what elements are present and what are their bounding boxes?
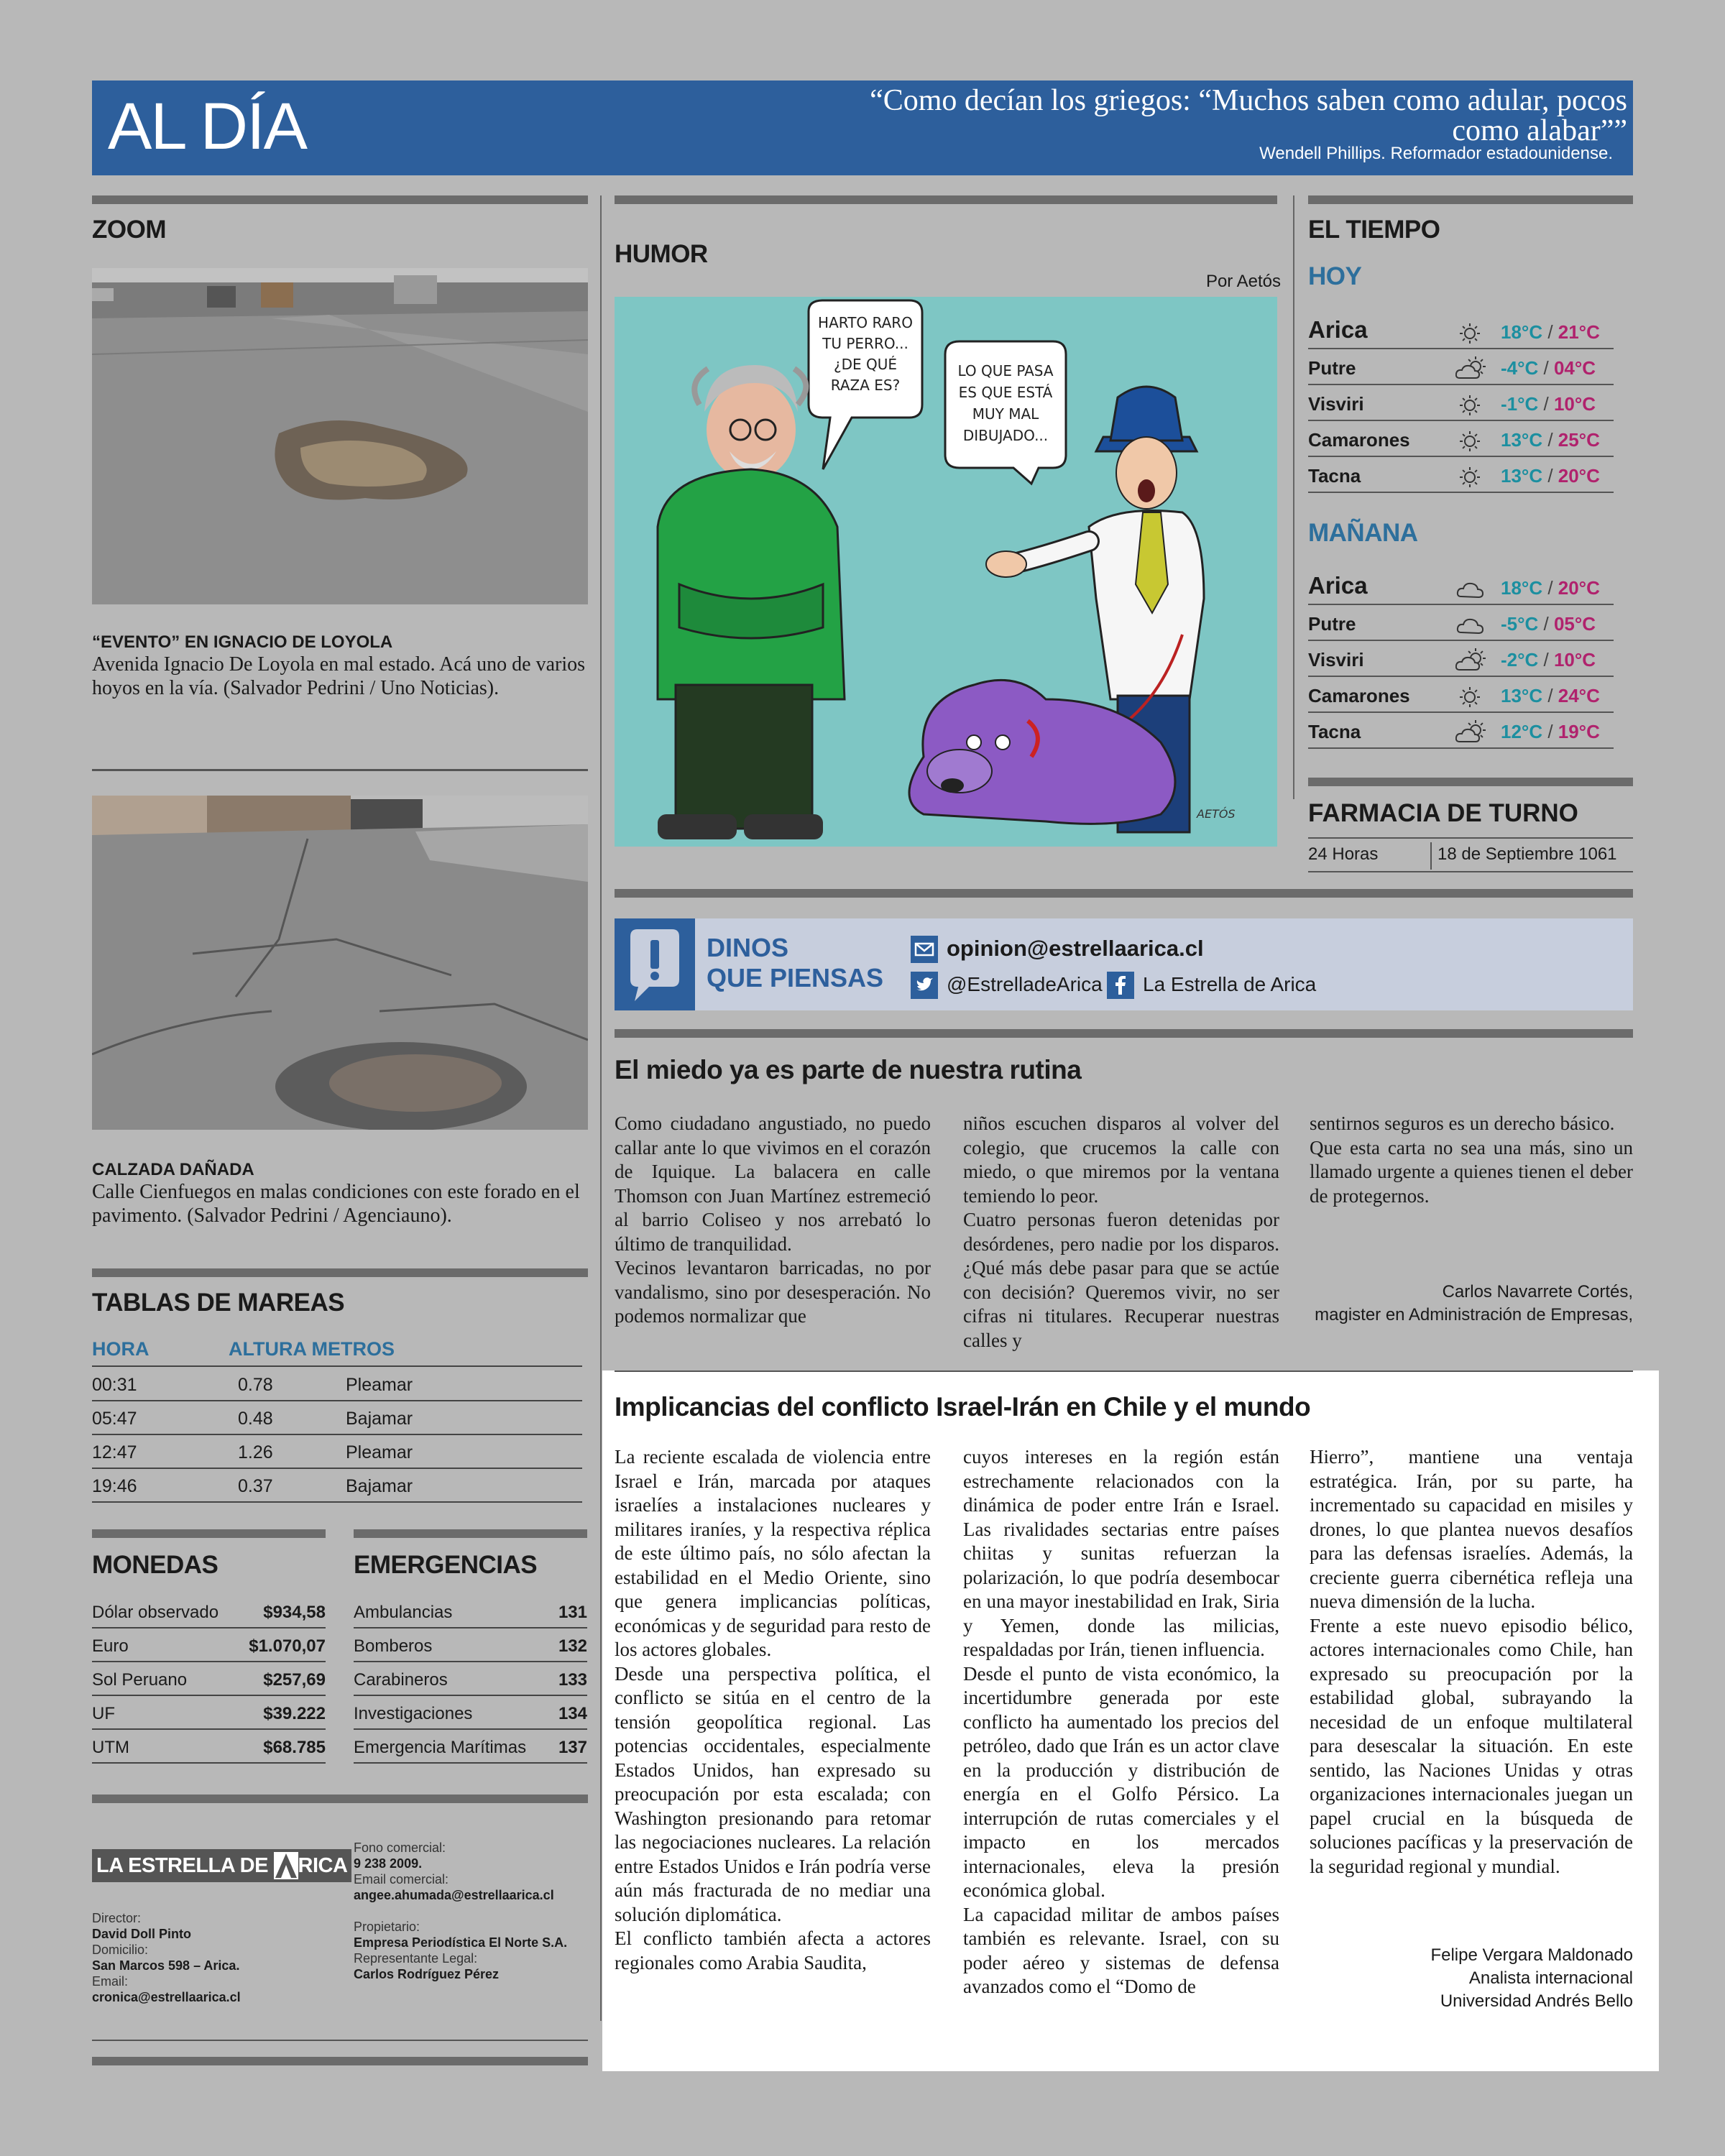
header-banner bbox=[92, 80, 1633, 175]
email-value[interactable]: cronica@estrellaarica.cl bbox=[92, 1990, 241, 2004]
tide-time: 12:47 bbox=[92, 1442, 137, 1462]
sun-icon bbox=[1455, 319, 1487, 345]
weather-temp bbox=[1501, 429, 1600, 451]
weather-row-arica bbox=[1308, 563, 1614, 605]
weather-city: Camarones bbox=[1308, 429, 1410, 451]
pharmacy-divider bbox=[1308, 837, 1633, 839]
letter2-panel bbox=[602, 1370, 1659, 2071]
weather-row-camarones bbox=[1308, 420, 1614, 457]
letter1-paragraph: sentirnos seguros es un derecho básico. bbox=[1310, 1112, 1615, 1134]
tide-type: Pleamar bbox=[346, 1442, 413, 1462]
dinos-facebook[interactable]: La Estrella de Arica bbox=[1143, 973, 1317, 995]
tide-time: 19:46 bbox=[92, 1476, 137, 1496]
dinos-email[interactable]: opinion@estrellaarica.cl bbox=[947, 936, 1204, 961]
temp-min: 13°C bbox=[1501, 685, 1543, 706]
temp-max: 19°C bbox=[1558, 721, 1600, 742]
emergency-row-value: 137 bbox=[558, 1738, 587, 1757]
letter2-title: Implicancias del conflicto Israel-Irán en Chile y el mundo bbox=[615, 1392, 1311, 1422]
letter1-paragraph: Que esta carta no sea una más, sino un llamado urgente a quienes tienen el deber de protegernos. bbox=[1310, 1136, 1633, 1207]
cloud-icon bbox=[1455, 611, 1487, 637]
letter2-author: Felipe Vergara Maldonado bbox=[1430, 1945, 1633, 1965]
letter2-role2: Universidad Andrés Bello bbox=[1440, 1991, 1633, 2011]
tides-top-bar bbox=[92, 1268, 588, 1277]
tide-height: 0.37 bbox=[238, 1476, 273, 1496]
tide-type: Pleamar bbox=[346, 1375, 413, 1395]
dinos-top-bar bbox=[615, 889, 1633, 898]
pharmacy-rule bbox=[1430, 842, 1432, 870]
partly-cloudy-icon bbox=[1455, 647, 1487, 673]
tides-col-height: ALTURA METROS bbox=[229, 1338, 395, 1360]
emergencies-top-bar bbox=[354, 1529, 587, 1538]
director-label: Director: bbox=[92, 1911, 142, 1925]
emergency-row-label: Bomberos bbox=[354, 1636, 433, 1656]
facebook-icon bbox=[1107, 972, 1134, 999]
weather-city: Camarones bbox=[1308, 685, 1410, 706]
legal-value: Carlos Rodríguez Pérez bbox=[354, 1967, 500, 1981]
letter2-paragraph: El conflicto también afecta a actores regionales como Arabia Saudita, bbox=[615, 1927, 931, 1973]
emergency-row-label: Ambulancias bbox=[354, 1603, 453, 1622]
zoom-caption-1-head: “EVENTO” EN IGNACIO DE LOYOLA bbox=[92, 632, 393, 652]
bubble-2-text bbox=[945, 360, 1066, 446]
currency-row bbox=[92, 1729, 326, 1764]
address-label: Domicilio: bbox=[92, 1943, 149, 1957]
temp-separator: / bbox=[1538, 649, 1554, 671]
currency-row bbox=[92, 1594, 326, 1628]
weather-temp bbox=[1501, 577, 1600, 599]
temp-separator: / bbox=[1538, 393, 1554, 415]
bubble-1-line: ¿DE QUÉ bbox=[833, 356, 898, 373]
weather-temp bbox=[1501, 393, 1596, 415]
page-bottom-bar bbox=[92, 2057, 588, 2065]
letter2-paragraph: cuyos intereses en la región están estrechamente relacionados con la dinámica de poder entre Irán e Israel. Las rivalidades sectarias entre países chiitas y sunitas refuerzan la polarización, lo que podría desembocar en una mayor inestabilidad en Irak, Siria y Yemen, donde las milicias, respaldadas por Irán, tienen influencia. bbox=[963, 1446, 1279, 1660]
weather-temp bbox=[1501, 721, 1600, 743]
weather-tomorrow-label: MAÑANA bbox=[1308, 519, 1418, 547]
newspaper-logo bbox=[92, 1849, 351, 1882]
currency-row-value: $68.785 bbox=[263, 1738, 326, 1757]
letter2-top-rule bbox=[615, 1370, 1633, 1372]
letter1-col3 bbox=[1310, 1112, 1633, 1208]
temp-min: -1°C bbox=[1501, 393, 1539, 415]
weather-title: EL TIEMPO bbox=[1308, 216, 1440, 244]
letter2-col3 bbox=[1310, 1445, 1633, 1879]
column-divider-right bbox=[1293, 195, 1294, 799]
letter2-col2 bbox=[963, 1445, 1279, 1999]
currency-row-value: $1.070,07 bbox=[249, 1636, 326, 1656]
dinos-banner bbox=[615, 918, 1633, 1010]
weather-row-visviri bbox=[1308, 384, 1614, 421]
tides-title: TABLAS DE MAREAS bbox=[92, 1289, 345, 1317]
owner-label: Propietario: bbox=[354, 1920, 420, 1934]
bubble-1-line: RAZA ES? bbox=[830, 377, 901, 394]
weather-city: Tacna bbox=[1308, 721, 1361, 742]
phone-value: 9 238 2009. bbox=[354, 1856, 423, 1871]
zoom-caption-1 bbox=[92, 632, 588, 700]
pharmacy-top-bar bbox=[1308, 778, 1633, 786]
emergency-row-label: Carabineros bbox=[354, 1670, 448, 1690]
currency-row bbox=[92, 1695, 326, 1730]
temp-separator: / bbox=[1538, 613, 1554, 635]
temp-max: 20°C bbox=[1558, 465, 1600, 487]
currency-row bbox=[92, 1662, 326, 1696]
road-photo-1-icon bbox=[92, 268, 588, 604]
cartoon-signature: AETÓS bbox=[1197, 807, 1236, 821]
temp-max: 25°C bbox=[1558, 429, 1600, 451]
weather-temp bbox=[1501, 613, 1596, 635]
temp-max: 04°C bbox=[1553, 357, 1596, 379]
letter2-paragraph: Frente a este nuevo episodio bélico, actores internacionales como Chile, han expresado su preocupación por la estabilidad global, subrayando la necesidad de un enfoque multilateral para desescalar la situación. En este sentido, las Naciones Unidas y otras organizaciones internacionales juegan un papel crucial en la búsqueda de soluciones pacíficas y la preservación de la seguridad regional y mundial. bbox=[1310, 1614, 1633, 1877]
bubble-2-line: LO QUE PASA bbox=[957, 362, 1054, 379]
emergency-row bbox=[354, 1662, 587, 1696]
currency-row-value: $257,69 bbox=[263, 1670, 326, 1690]
emergency-row-value: 132 bbox=[558, 1636, 587, 1656]
temp-min: -5°C bbox=[1501, 613, 1539, 635]
weather-top-bar bbox=[1308, 195, 1633, 204]
emergency-row-label: Investigaciones bbox=[354, 1704, 473, 1723]
masthead-left bbox=[92, 1910, 336, 2005]
currency-row-value: $39.222 bbox=[263, 1704, 326, 1723]
letter2-paragraph: La capacidad militar de ambos países también es relevante. Israel, con su poder aéreo y sistemas de defensa avanzados como el “Domo de bbox=[963, 1903, 1279, 1997]
pharmacy-title: FARMACIA DE TURNO bbox=[1308, 799, 1578, 827]
emergency-row-value: 134 bbox=[558, 1704, 587, 1723]
tide-row bbox=[92, 1434, 582, 1469]
director-name: David Doll Pinto bbox=[92, 1927, 192, 1941]
header-quote-author: Wendell Phillips. Reformador estadounidense. bbox=[1259, 144, 1613, 163]
currency-row-label: UF bbox=[92, 1704, 115, 1723]
weather-row-putre bbox=[1308, 604, 1614, 641]
emergency-row bbox=[354, 1729, 587, 1764]
temp-separator: / bbox=[1542, 721, 1558, 742]
tide-height: 1.26 bbox=[238, 1442, 273, 1462]
weather-city: Putre bbox=[1308, 613, 1356, 635]
weather-city: Putre bbox=[1308, 357, 1356, 379]
letter2-col1 bbox=[615, 1445, 931, 1975]
letter1-paragraph: Como ciudadano angustiado, no puedo callar ante lo que vivimos en el corazón de Iquique. La balacera en calle Thomson con Juan Martínez estremeció al barrio Coliseo y nos arrebató lo último de tranquilidad. bbox=[615, 1112, 931, 1255]
bubble-2-line: DIBUJADO... bbox=[962, 427, 1049, 444]
temp-max: 24°C bbox=[1558, 685, 1600, 706]
bubble-2-line: MUY MAL bbox=[972, 405, 1039, 423]
zoom-caption-2 bbox=[92, 1160, 588, 1227]
tide-row bbox=[92, 1367, 582, 1401]
humor-title: HUMOR bbox=[615, 240, 708, 268]
column-divider-left bbox=[600, 195, 602, 2021]
emergency-row bbox=[354, 1628, 587, 1662]
temp-separator: / bbox=[1542, 429, 1558, 451]
letter2-role1: Analista internacional bbox=[1468, 1968, 1633, 1988]
logo-a-icon bbox=[274, 1852, 298, 1879]
weather-city: Arica bbox=[1308, 572, 1368, 599]
temp-separator: / bbox=[1542, 577, 1558, 599]
dinos-twitter[interactable]: @EstrelladeArica bbox=[947, 973, 1103, 995]
temp-min: 18°C bbox=[1501, 321, 1543, 343]
tide-time: 05:47 bbox=[92, 1409, 137, 1429]
pharmacy-address: 18 de Septiembre 1061 bbox=[1438, 844, 1617, 864]
temp-min: -4°C bbox=[1501, 357, 1539, 379]
temp-max: 05°C bbox=[1553, 613, 1596, 635]
email-label: Email: bbox=[92, 1974, 129, 1989]
weather-city: Visviri bbox=[1308, 649, 1364, 671]
temp-max: 10°C bbox=[1553, 649, 1596, 671]
weather-row-tacna bbox=[1308, 456, 1614, 493]
zoom-title: ZOOM bbox=[92, 216, 166, 244]
masthead-right bbox=[354, 1840, 591, 1982]
temp-min: 13°C bbox=[1501, 465, 1543, 487]
address-value: San Marcos 598 – Arica. bbox=[92, 1958, 240, 1973]
weather-today-label: HOY bbox=[1308, 262, 1362, 290]
temp-separator: / bbox=[1542, 685, 1558, 706]
currency-row bbox=[92, 1628, 326, 1662]
masthead-bottom-rule bbox=[92, 2040, 588, 2041]
tide-height: 0.48 bbox=[238, 1409, 273, 1429]
email-com-value[interactable]: angee.ahumada@estrellaarica.cl bbox=[354, 1888, 554, 1902]
currency-row-label: UTM bbox=[92, 1738, 129, 1757]
weather-temp bbox=[1501, 649, 1596, 671]
emergency-row bbox=[354, 1695, 587, 1730]
sun-icon bbox=[1455, 427, 1487, 453]
letter1-author-role: magister en Administración de Empresas, bbox=[1315, 1305, 1633, 1325]
weather-row-camarones bbox=[1308, 676, 1614, 713]
weather-city: Tacna bbox=[1308, 465, 1361, 487]
temp-separator: / bbox=[1538, 357, 1554, 379]
mail-icon bbox=[911, 936, 938, 963]
humor-credit: Por Aetós bbox=[1205, 272, 1281, 291]
letter2-paragraph: Desde una perspectiva política, el conflicto se sitúa en el centro de la tensión geopolítica regional. Las potencias occidentales, especialmente Estados Unidos, han expresado su preocupación por esta escalada; con Washington presionando para retomar las negociaciones nucleares. La relación entre Estados Unidos e Irán podría verse aún más fracturada de no mediar una solución diplomática. bbox=[615, 1662, 931, 1925]
logo-text-2: RICA bbox=[298, 1853, 348, 1877]
weather-row-arica bbox=[1308, 308, 1614, 349]
speech-exclamation-icon bbox=[615, 918, 695, 1010]
temp-separator: / bbox=[1542, 321, 1558, 343]
header-quote-line2: como alabar”” bbox=[1452, 114, 1627, 147]
bubble-1-text bbox=[809, 313, 922, 396]
humor-cartoon bbox=[615, 297, 1277, 847]
logo-text: LA ESTRELLA DE bbox=[96, 1853, 274, 1877]
temp-min: -2°C bbox=[1501, 649, 1539, 671]
temp-min: 12°C bbox=[1501, 721, 1543, 742]
letter1-paragraph: Vecinos levantaron barricadas, no por vandalismo, sino por desesperación. No podemos normalizar que bbox=[615, 1257, 931, 1327]
emergencies-title: EMERGENCIAS bbox=[354, 1551, 538, 1579]
photo-road-pothole-2 bbox=[92, 796, 588, 1130]
letter1-paragraph: Cuatro personas fueron detenidas por desórdenes, pero nadie por los disparos. ¿Qué más debe pasar para que se actúe con decisión? Queremos vivir, no ser cifras ni titulares. Recuperar nuestras calles y bbox=[963, 1209, 1279, 1351]
temp-max: 21°C bbox=[1558, 321, 1600, 343]
temp-min: 18°C bbox=[1501, 577, 1543, 599]
dinos-line2: QUE PIENSAS bbox=[707, 963, 884, 992]
letter1-col2 bbox=[963, 1112, 1279, 1353]
road-photo-2-icon bbox=[92, 796, 588, 1130]
letter1-col1 bbox=[615, 1112, 931, 1329]
tide-height: 0.78 bbox=[238, 1375, 273, 1395]
weather-row-putre bbox=[1308, 348, 1614, 385]
weather-temp bbox=[1501, 357, 1596, 379]
currency-row-label: Euro bbox=[92, 1636, 129, 1656]
partly-cloudy-icon bbox=[1455, 719, 1487, 745]
weather-temp bbox=[1501, 685, 1600, 707]
bubble-2-line: ES QUE ESTÁ bbox=[958, 384, 1053, 401]
temp-max: 10°C bbox=[1553, 393, 1596, 415]
emergency-row-label: Emergencia Marítimas bbox=[354, 1738, 527, 1757]
emergency-row bbox=[354, 1594, 587, 1628]
zoom-caption-2-body: Calle Cienfuegos en malas condiciones con este forado en el pavimento. (Salvador Pedrini / Agenciauno). bbox=[92, 1181, 580, 1227]
bubble-1-line: TU PERRO... bbox=[822, 335, 908, 352]
emergency-row-value: 133 bbox=[558, 1670, 587, 1690]
cloud-icon bbox=[1455, 575, 1487, 601]
currency-row-label: Sol Peruano bbox=[92, 1670, 188, 1690]
temp-min: 13°C bbox=[1501, 429, 1543, 451]
owner-value: Empresa Periodística El Norte S.A. bbox=[354, 1935, 568, 1950]
phone-label: Fono comercial: bbox=[354, 1841, 446, 1855]
tide-type: Bajamar bbox=[346, 1409, 413, 1429]
weather-temp bbox=[1501, 321, 1600, 344]
zoom-top-bar bbox=[92, 195, 588, 204]
dinos-icon-box bbox=[615, 918, 695, 1010]
weather-city: Arica bbox=[1308, 316, 1368, 343]
section-title: AL DÍA bbox=[108, 90, 307, 163]
sun-icon bbox=[1455, 683, 1487, 709]
currencies-top-bar bbox=[92, 1529, 326, 1538]
photo-road-pothole-1 bbox=[92, 268, 588, 604]
letter1-title: El miedo ya es parte de nuestra rutina bbox=[615, 1055, 1082, 1084]
legal-label: Representante Legal: bbox=[354, 1951, 478, 1966]
tide-row bbox=[92, 1468, 582, 1503]
currency-row-label: Dólar observado bbox=[92, 1603, 219, 1622]
letter1-top-bar bbox=[615, 1029, 1633, 1038]
dinos-line1: DINOS bbox=[707, 933, 789, 962]
weather-city: Visviri bbox=[1308, 393, 1364, 415]
zoom-caption-1-body: Avenida Ignacio De Loyola en mal estado. Acá uno de varios hoyos en la vía. (Salvador Pedrini / Uno Noticias). bbox=[92, 653, 586, 699]
emergency-row-value: 131 bbox=[558, 1603, 587, 1622]
email-com-label: Email comercial: bbox=[354, 1872, 449, 1886]
sun-icon bbox=[1455, 391, 1487, 417]
currencies-title: MONEDAS bbox=[92, 1551, 218, 1579]
tide-time: 00:31 bbox=[92, 1375, 137, 1395]
zoom-divider bbox=[92, 769, 588, 771]
letter2-paragraph: Hierro”, mantiene una ventaja estratégica. Irán, por su parte, ha incrementado su capacidad en misiles y drones, lo que plantea nuevos desafíos para las defensas israelíes. Además, la creciente guerra cibernética refleja una nueva dimensión de la lucha. bbox=[1310, 1446, 1633, 1612]
letter2-paragraph: Desde el punto de vista económico, la incertidumbre generada por este conflicto ha aumentado los precios del petróleo, dado que Irán es un actor clave en la producción y distribución de energía en el Golfo Pérsico. La interrupción de rutas comerciales y el impacto en los mercados internacionales, eleva la presión económica global. bbox=[963, 1662, 1279, 1901]
weather-row-tacna bbox=[1308, 711, 1614, 749]
bubble-1-line: HARTO RARO bbox=[818, 314, 913, 331]
currency-row-value: $934,58 bbox=[263, 1603, 326, 1622]
zoom-caption-2-head: CALZADA DAÑADA bbox=[92, 1160, 254, 1179]
letter1-paragraph: niños escuchen disparos al volver del colegio, que crucemos la calle con miedo, o que miremos por la ventana temiendo lo peor. bbox=[963, 1112, 1279, 1207]
humor-top-bar bbox=[615, 195, 1277, 204]
weather-row-visviri bbox=[1308, 640, 1614, 677]
sun-icon bbox=[1455, 463, 1487, 489]
tides-col-hour: HORA bbox=[92, 1338, 150, 1360]
twitter-icon bbox=[911, 972, 938, 999]
letter2-paragraph: La reciente escalada de violencia entre Israel e Irán, marcada por ataques israelíes a instalaciones nucleares y militares iraníes, y la respectiva réplica de este último país, no sólo afectan la estabilidad en el Medio Oriente, sino que genera implicancias políticas, económicas y de seguridad para resto de los actores globales. bbox=[615, 1446, 931, 1660]
header-quote-line1: “Como decían los griegos: “Muchos saben como adular, pocos bbox=[870, 84, 1627, 117]
masthead-top-bar bbox=[92, 1795, 588, 1803]
tide-type: Bajamar bbox=[346, 1476, 413, 1496]
pharmacy-bottom bbox=[1308, 871, 1633, 872]
partly-cloudy-icon bbox=[1455, 355, 1487, 381]
temp-max: 20°C bbox=[1558, 577, 1600, 599]
letter1-author: Carlos Navarrete Cortés, bbox=[1442, 1282, 1633, 1302]
weather-temp bbox=[1501, 465, 1600, 487]
temp-separator: / bbox=[1542, 465, 1558, 487]
tide-row bbox=[92, 1401, 582, 1435]
pharmacy-hours: 24 Horas bbox=[1308, 844, 1379, 864]
